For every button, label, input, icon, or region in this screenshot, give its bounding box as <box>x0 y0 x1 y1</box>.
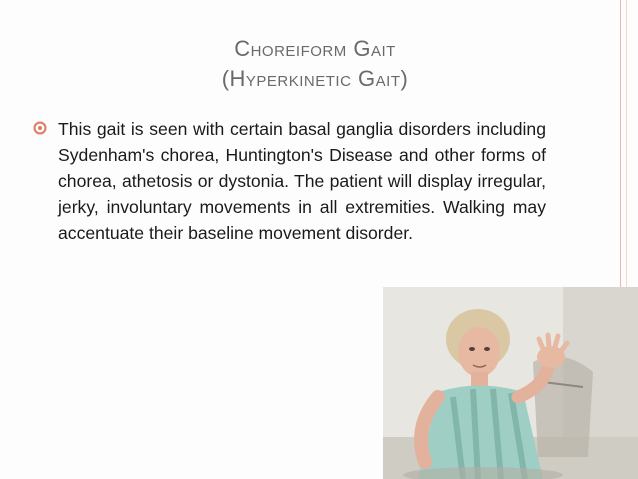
bullet-text: This gait is seen with certain basal ganglia disorders including Sydenham's chorea, Huntington's Disease and other forms of chorea, athetosis or dystonia. The patient will display irregular, jerky, involuntary movements in all extremities. Walking may accentuate their baseline movement disorder. <box>58 119 546 243</box>
patient-photo <box>383 287 638 479</box>
target-bullet-icon <box>33 121 47 135</box>
title-line-1: Choreiform Gait <box>234 36 396 61</box>
slide-title <box>150 34 480 94</box>
title-line-2: (Hyperkinetic Gait) <box>221 66 409 91</box>
